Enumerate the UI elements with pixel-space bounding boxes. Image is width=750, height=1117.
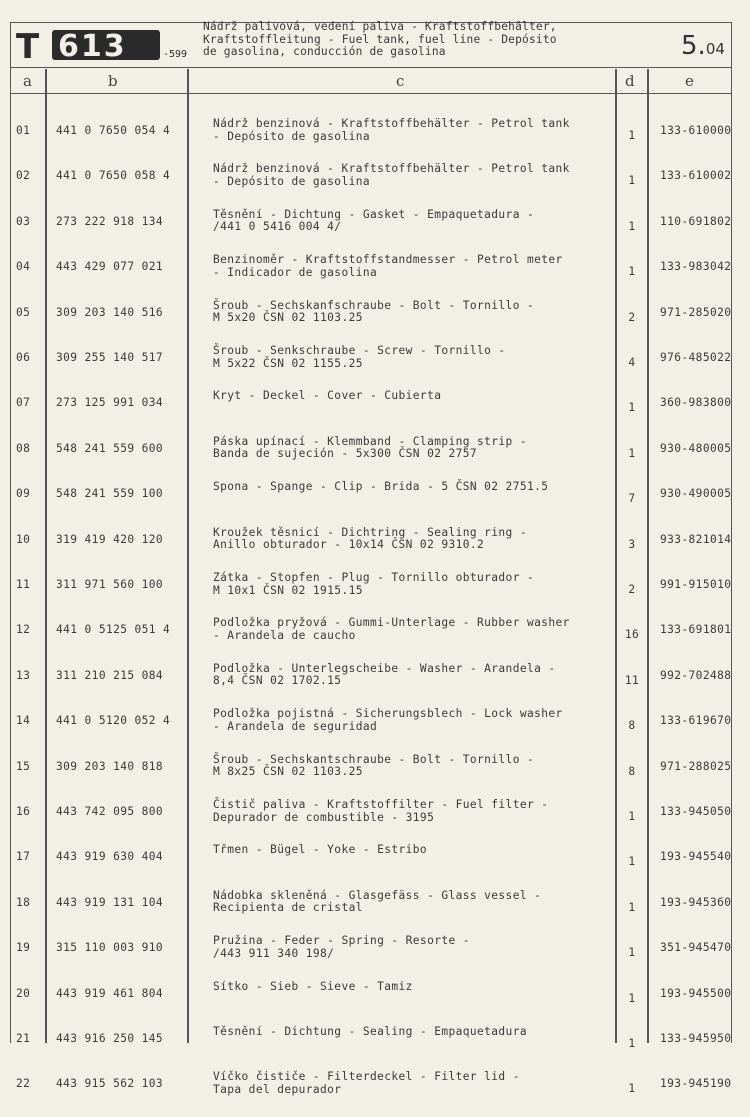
description-line-1: Kroužek těsnicí - Dichtring - Sealing ring - bbox=[213, 525, 527, 539]
description-line-2: /441 0 5416 004 4/ bbox=[213, 220, 342, 234]
quantity: 1 bbox=[628, 946, 636, 960]
catalog-number: 933-821014 bbox=[660, 532, 732, 546]
quantity: 1 bbox=[628, 265, 636, 279]
part-number: 441 0 5125 051 4 bbox=[56, 623, 171, 637]
description-line-1: Těsnění - Dichtung - Gasket - Empaquetadura - bbox=[213, 207, 535, 221]
page-number-major: 5. bbox=[681, 31, 706, 61]
position-number: 09 bbox=[16, 487, 31, 501]
description-line-1: Podložka pryžová - Gummi-Unterlage - Rubber washer bbox=[213, 616, 570, 630]
part-description bbox=[213, 799, 548, 824]
page-number-minor: 04 bbox=[705, 40, 725, 58]
description-line-2: M 8x25 ČSN 02 1103.25 bbox=[213, 765, 363, 779]
quantity: 4 bbox=[628, 356, 636, 369]
description-line-1: Kryt - Deckel - Cover - Cubierta bbox=[213, 389, 442, 403]
position-number: 11 bbox=[16, 578, 31, 591]
part-description bbox=[213, 981, 413, 994]
table-row bbox=[11, 254, 731, 300]
part-number: 443 919 461 804 bbox=[56, 986, 164, 1000]
position-number: 04 bbox=[16, 260, 31, 274]
catalog-number: 991-915010 bbox=[660, 578, 732, 591]
part-number: 443 919 131 104 bbox=[56, 895, 164, 909]
catalog-number: 133-610000 bbox=[660, 124, 732, 137]
description-line-2: - Arandela de seguridad bbox=[213, 719, 378, 733]
part-description bbox=[213, 390, 441, 403]
catalog-number: 193-945540 bbox=[660, 850, 732, 864]
quantity: 1 bbox=[628, 446, 636, 460]
part-description bbox=[213, 209, 534, 234]
part-description bbox=[213, 844, 427, 857]
table-row bbox=[11, 617, 731, 663]
part-number: 309 203 140 818 bbox=[56, 759, 164, 773]
title-line-3: de gasolina, conducción de gasolina bbox=[203, 45, 446, 58]
part-description bbox=[213, 572, 534, 597]
description-line-2: - Depósito de gasolina bbox=[213, 129, 370, 143]
part-description bbox=[213, 527, 527, 552]
parts-catalog-page bbox=[10, 20, 732, 1096]
quantity: 3 bbox=[628, 537, 636, 551]
table-row bbox=[11, 300, 731, 346]
quantity: 2 bbox=[628, 310, 636, 324]
position-number: 03 bbox=[16, 214, 31, 228]
table-row bbox=[11, 390, 731, 436]
position-number: 10 bbox=[16, 532, 31, 546]
part-number: 443 429 077 021 bbox=[56, 260, 164, 274]
position-number: 08 bbox=[16, 441, 31, 455]
catalog-number: 930-480005 bbox=[660, 441, 732, 455]
catalog-number: 110-691802 bbox=[660, 214, 732, 228]
part-description bbox=[213, 617, 570, 642]
table-row bbox=[11, 663, 731, 709]
position-number: 20 bbox=[16, 986, 31, 1000]
catalog-number: 133-619670 bbox=[660, 714, 732, 728]
position-number: 17 bbox=[16, 850, 31, 864]
part-description bbox=[213, 254, 563, 279]
description-line-2: /443 911 340 198/ bbox=[213, 946, 335, 960]
table-row bbox=[11, 209, 731, 255]
position-number: 18 bbox=[16, 895, 31, 909]
part-number: 443 742 095 800 bbox=[56, 805, 164, 818]
table-row bbox=[11, 572, 731, 618]
table-row bbox=[11, 1071, 731, 1117]
page-number bbox=[681, 31, 725, 61]
catalog-number: 133-945950 bbox=[660, 1032, 732, 1045]
position-number: 13 bbox=[16, 668, 31, 682]
part-number: 311 210 215 084 bbox=[56, 668, 164, 682]
description-line-2: Anillo obturador - 10x14 ČSN 02 9310.2 bbox=[213, 538, 485, 552]
column-header-a: a bbox=[23, 72, 32, 90]
quantity: 16 bbox=[624, 628, 640, 642]
column-header-e: e bbox=[685, 72, 694, 90]
position-number: 06 bbox=[16, 351, 31, 364]
part-description bbox=[213, 754, 534, 779]
part-description bbox=[213, 1071, 520, 1096]
position-number: 02 bbox=[16, 169, 31, 183]
part-description bbox=[213, 663, 556, 688]
quantity: 1 bbox=[628, 900, 636, 914]
part-description bbox=[213, 300, 534, 325]
description-line-1: Spona - Spange - Clip - Brida - 5 ČSN 02 2751.5 bbox=[213, 480, 549, 494]
position-number: 19 bbox=[16, 941, 31, 955]
logo-letter: T bbox=[16, 27, 38, 67]
catalog-number: 133-610002 bbox=[660, 169, 732, 183]
description-line-2: M 10x1 ČSN 02 1915.15 bbox=[213, 583, 363, 597]
column-header-d: d bbox=[625, 72, 635, 90]
quantity: 1 bbox=[628, 810, 636, 823]
page-header bbox=[11, 20, 731, 68]
description-line-2: - Arandela de caucho bbox=[213, 628, 356, 642]
description-line-1: Sítko - Sieb - Sieve - Tamiz bbox=[213, 979, 413, 993]
description-line-1: Nádobka skleněná - Glasgefäss - Glass vessel - bbox=[213, 888, 542, 902]
part-number: 309 203 140 516 bbox=[56, 305, 164, 319]
table-row bbox=[11, 754, 731, 800]
description-line-1: Nádrž benzinová - Kraftstoffbehälter - Petrol tank bbox=[213, 162, 570, 176]
table-row bbox=[11, 436, 731, 482]
catalog-number: 133-983042 bbox=[660, 260, 732, 274]
part-number: 273 222 918 134 bbox=[56, 214, 164, 228]
quantity: 8 bbox=[628, 719, 636, 733]
position-number: 21 bbox=[16, 1032, 31, 1045]
description-line-2: M 5x22 ČSN 02 1155.25 bbox=[213, 356, 363, 370]
title-line-2: Kraftstoffleitung - Fuel tank, fuel line - Depósito bbox=[203, 32, 557, 46]
table-row bbox=[11, 345, 731, 391]
part-description bbox=[213, 481, 548, 494]
part-description bbox=[213, 118, 570, 143]
part-number: 273 125 991 034 bbox=[56, 396, 164, 410]
title-line-1: Nádrž palivová, vedení paliva - Kraftstoffbehälter, bbox=[203, 20, 557, 33]
part-number: 443 919 630 404 bbox=[56, 850, 164, 864]
description-line-1: Šroub - Sechskanfschraube - Bolt - Tornillo - bbox=[213, 298, 535, 312]
catalog-number: 193-945500 bbox=[660, 986, 732, 1000]
position-number: 05 bbox=[16, 305, 31, 319]
table-row bbox=[11, 527, 731, 573]
quantity: 1 bbox=[628, 1037, 636, 1050]
part-number: 319 419 420 120 bbox=[56, 532, 164, 546]
part-description bbox=[213, 708, 563, 733]
part-description bbox=[213, 163, 570, 188]
description-line-2: Tapa del depurador bbox=[213, 1082, 342, 1096]
position-number: 22 bbox=[16, 1077, 31, 1091]
part-number: 315 110 003 910 bbox=[56, 941, 164, 955]
position-number: 12 bbox=[16, 623, 31, 637]
description-line-2: M 5x20 ČSN 02 1103.25 bbox=[213, 311, 363, 325]
position-number: 14 bbox=[16, 714, 31, 728]
part-number: 311 971 560 100 bbox=[56, 578, 164, 591]
table-row bbox=[11, 118, 731, 164]
description-line-1: Podložka - Unterlegscheibe - Washer - Arandela - bbox=[213, 661, 556, 675]
quantity: 1 bbox=[628, 1082, 636, 1096]
quantity: 8 bbox=[628, 764, 636, 778]
page-title bbox=[203, 21, 623, 59]
table-row bbox=[11, 799, 731, 845]
table-row bbox=[11, 844, 731, 890]
logo-number: 613 bbox=[58, 29, 127, 64]
logo-subtitle: -599 bbox=[163, 49, 188, 60]
part-description bbox=[213, 1026, 527, 1039]
description-line-1: Podložka pojistná - Sicherungsblech - Lock washer bbox=[213, 707, 563, 721]
catalog-number: 971-288025 bbox=[660, 759, 732, 773]
part-description bbox=[213, 436, 527, 461]
position-number: 01 bbox=[16, 124, 31, 137]
table-row bbox=[11, 481, 731, 527]
catalog-number: 193-945360 bbox=[660, 895, 732, 909]
catalog-number: 930-490005 bbox=[660, 487, 732, 501]
table-row bbox=[11, 1026, 731, 1072]
catalog-number: 133-945050 bbox=[660, 805, 732, 818]
part-number: 441 0 7650 054 4 bbox=[56, 124, 171, 137]
position-number: 16 bbox=[16, 805, 31, 818]
quantity: 1 bbox=[628, 855, 636, 869]
part-number: 548 241 559 600 bbox=[56, 441, 164, 455]
quantity: 1 bbox=[628, 129, 636, 142]
description-line-2: 8,4 ČSN 02 1702.15 bbox=[213, 674, 342, 688]
position-number: 07 bbox=[16, 396, 31, 410]
logo-badge bbox=[52, 29, 160, 64]
catalog-number: 133-691801 bbox=[660, 623, 732, 637]
quantity: 1 bbox=[628, 401, 636, 415]
description-line-1: Benzinoměr - Kraftstoffstandmesser - Petrol meter bbox=[213, 253, 563, 267]
catalog-number: 976-485022 bbox=[660, 351, 732, 364]
catalog-number: 193-945190 bbox=[660, 1077, 732, 1091]
description-line-1: Pružina - Feder - Spring - Resorte - bbox=[213, 934, 470, 948]
part-number: 443 915 562 103 bbox=[56, 1077, 164, 1091]
description-line-1: Šroub - Senkschraube - Screw - Tornillo - bbox=[213, 344, 506, 357]
description-line-2: Recipienta de cristal bbox=[213, 901, 363, 915]
description-line-2: Banda de sujeción - 5x300 ČSN 02 2757 bbox=[213, 447, 478, 461]
description-line-1: Páska upínací - Klemmband - Clamping strip - bbox=[213, 434, 527, 448]
part-number: 548 241 559 100 bbox=[56, 487, 164, 501]
quantity: 11 bbox=[624, 673, 640, 687]
part-number: 443 916 250 145 bbox=[56, 1032, 164, 1045]
quantity: 1 bbox=[628, 174, 636, 188]
column-header-b: b bbox=[108, 72, 118, 90]
table-row bbox=[11, 935, 731, 981]
catalog-number: 992-702488 bbox=[660, 668, 732, 682]
part-number: 309 255 140 517 bbox=[56, 351, 164, 364]
description-line-1: Víčko čističe - Filterdeckel - Filter lid - bbox=[213, 1070, 520, 1084]
part-description bbox=[213, 890, 541, 915]
description-line-1: Šroub - Sechskantschraube - Bolt - Tornillo - bbox=[213, 752, 535, 766]
description-line-2: Depurador de combustible - 3195 bbox=[213, 810, 435, 824]
part-description bbox=[213, 345, 506, 370]
table-row bbox=[11, 981, 731, 1027]
column-header-row bbox=[11, 69, 731, 94]
table-row bbox=[11, 708, 731, 754]
description-line-1: Zátka - Stopfen - Plug - Tornillo obturador - bbox=[213, 571, 535, 584]
quantity: 2 bbox=[628, 583, 636, 596]
table-row bbox=[11, 890, 731, 936]
catalog-number: 351-945470 bbox=[660, 941, 732, 955]
catalog-number: 360-983800 bbox=[660, 396, 732, 410]
quantity: 7 bbox=[628, 492, 636, 506]
description-line-1: Nádrž benzinová - Kraftstoffbehälter - Petrol tank bbox=[213, 117, 570, 130]
description-line-1: Těsnění - Dichtung - Sealing - Empaquetadura bbox=[213, 1025, 527, 1038]
part-description bbox=[213, 935, 470, 960]
part-number: 441 0 5120 052 4 bbox=[56, 714, 171, 728]
position-number: 15 bbox=[16, 759, 31, 773]
part-number: 441 0 7650 058 4 bbox=[56, 169, 171, 183]
catalog-number: 971-285020 bbox=[660, 305, 732, 319]
description-line-1: Třmen - Bügel - Yoke - Estribo bbox=[213, 843, 428, 857]
description-line-1: Čistič paliva - Kraftstoffilter - Fuel filter - bbox=[213, 798, 549, 811]
table-row bbox=[11, 163, 731, 209]
column-header-c: c bbox=[396, 72, 405, 90]
quantity: 1 bbox=[628, 219, 636, 233]
description-line-2: - Depósito de gasolina bbox=[213, 174, 370, 188]
quantity: 1 bbox=[628, 991, 636, 1005]
description-line-2: - Indicador de gasolina bbox=[213, 265, 378, 279]
